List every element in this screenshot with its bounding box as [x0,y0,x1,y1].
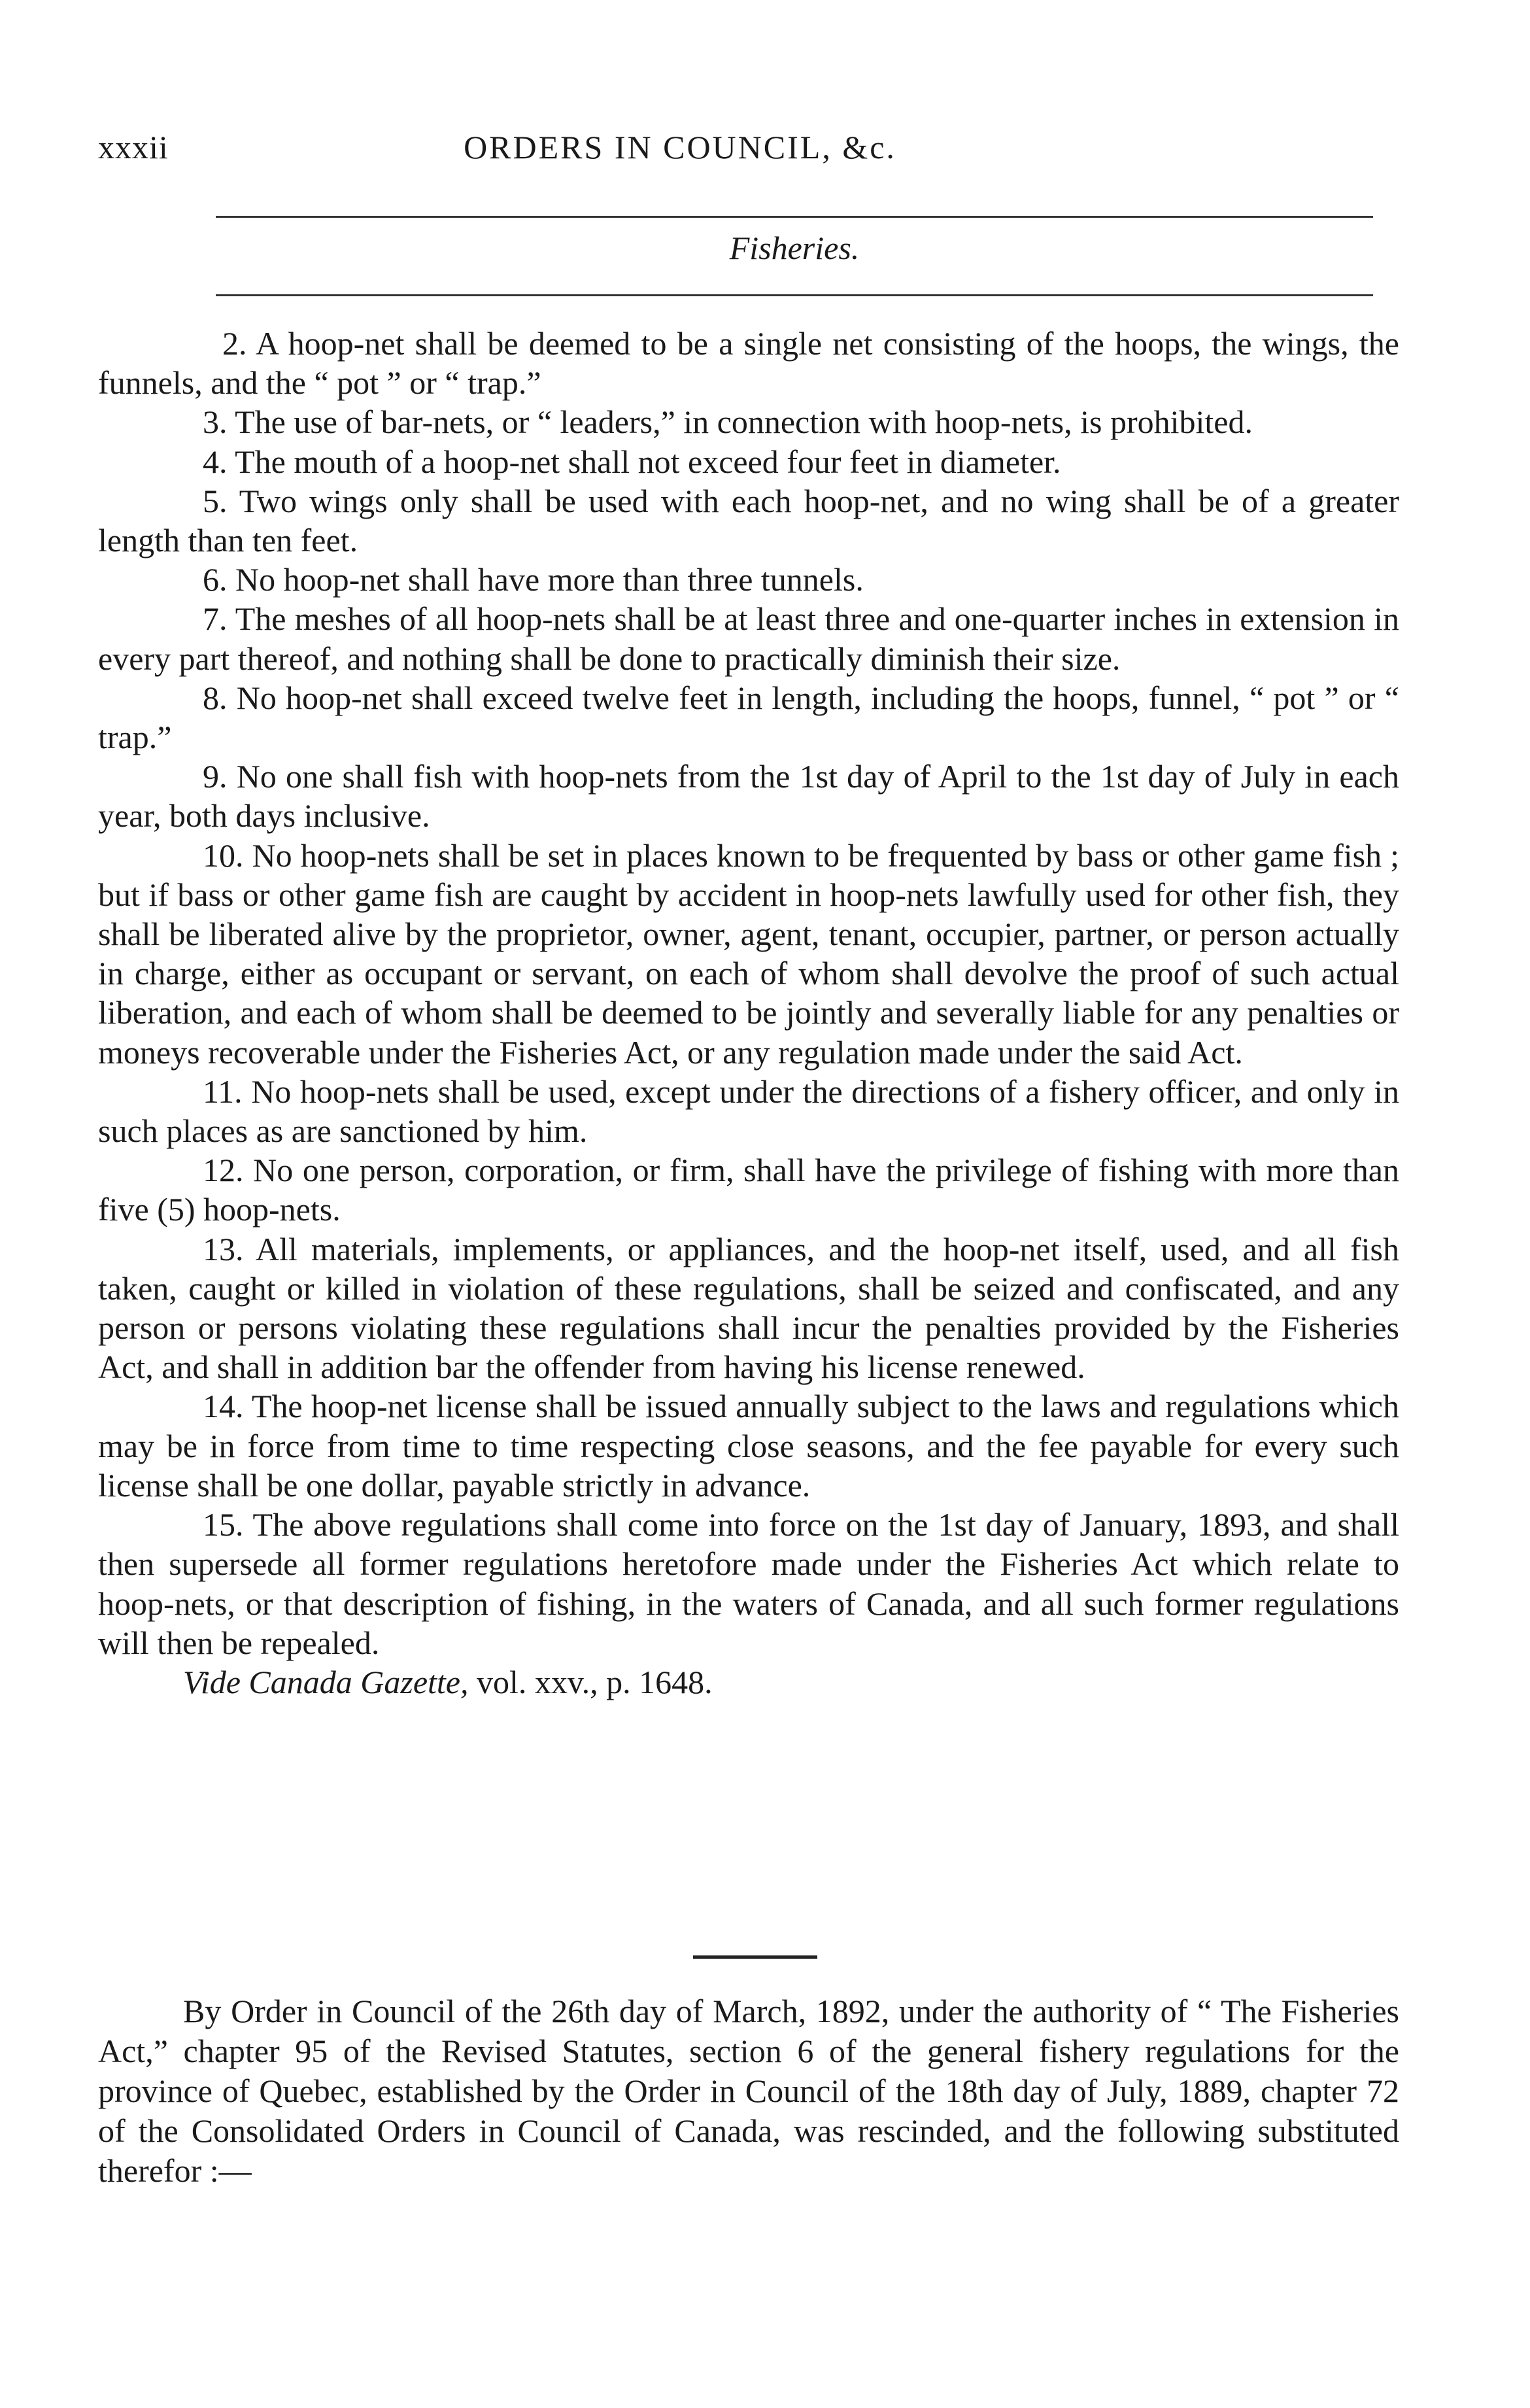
order-paragraph: By Order in Council of the 26th day of March, 1892, under the authority of “ The Fisheries Act,” chapter 95 of the Revised Statutes, section 6 of the general fishery regulations for the province of Quebec, established by the Order in Council of the 18th day of July, 1889, chapter 72 of the Consolidated Orders in Council of Canada, was rescinded, and the following substituted therefor :— [98,1993,1399,2189]
header-rule-top [216,216,1373,218]
running-head [98,128,1399,174]
clause-2: 2. A hoop-net shall be deemed to be a single net consisting of the hoops, the wings, the funnels, and the “ pot ” or “ trap.” [98,325,1399,402]
page-number: xxxii [98,129,169,165]
clause-6: 6. No hoop-net shall have more than three tunnels. [203,561,864,598]
running-title: ORDERS IN COUNCIL, &c. [464,129,896,165]
clause-10: 10. No hoop-nets shall be set in places known to be frequented by bass or other game fish ; but if bass or other game fish are caught by accident in hoop-nets lawfully used for other fish, they shall be liberated alive by the proprietor, owner, agent, tenant, occupier, partner, or person actually in charge, either as occupant or servant, on each of whom shall devolve the proof of such actual liberation, and each of whom shall be deemed to be jointly and severally liable for any penalties or moneys recoverable under the Fisheries Act, or any regulation made under the said Act. [98,836,1399,1071]
header-rule-bottom [216,294,1373,296]
gazette-reference-title: Vide Canada Gazette, [183,1663,469,1700]
section-title: Fisheries. [729,230,860,266]
clause-9: 9. No one shall fish with hoop-nets from the 1st day of April to the 1st day of July in each year, both days inclusive. [98,758,1399,834]
gazette-reference-volume: vol. xxv., p. 1648. [468,1663,713,1700]
clause-15: 15. The above regulations shall come into force on the 1st day of January, 1893, and shall then supersede all former regulations heretofore made under the Fisheries Act which relate to hoop-nets, or that description of fishing, in the waters of Canada, and all such former regulations will then be repealed. [98,1506,1399,1661]
regulations-body [98,324,1399,1702]
clause-11: 11. No hoop-nets shall be used, except under the directions of a fishery officer, and only in such places as are sanctioned by him. [98,1073,1399,1150]
clause-5: 5. Two wings only shall be used with each hoop-net, and no wing shall be of a greater length than ten feet. [98,482,1399,559]
section-divider [693,1955,817,1959]
clause-13: 13. All materials, implements, or appliances, and the hoop-net itself, used, and all fish taken, caught or killed in violation of these regulations, shall be seized and confiscated, and any person or persons violating these regulations shall incur the penalties provided by the Fisheries Act, and shall in addition bar the offender from having his license renewed. [98,1230,1399,1386]
clause-7: 7. The meshes of all hoop-nets shall be at least three and one-quarter inches in extension in every part thereof, and nothing shall be done to practically diminish their size. [98,600,1399,677]
clause-4: 4. The mouth of a hoop-net shall not exceed four feet in diameter. [203,443,1061,480]
clause-8: 8. No hoop-net shall exceed twelve feet in length, including the hoops, funnel, “ pot ” or “ trap.” [98,679,1399,756]
gazette-reference [98,1662,1399,1702]
order-in-council [98,1991,1399,2191]
clause-14: 14. The hoop-net license shall be issued annually subject to the laws and regulations which may be in force from time to time respecting close seasons, and the fee payable for every such license shall be one dollar, payable strictly in advance. [98,1388,1399,1504]
clause-12: 12. No one person, corporation, or firm, shall have the privilege of fishing with more than five (5) hoop-nets. [98,1152,1399,1228]
clause-3: 3. The use of bar-nets, or “ leaders,” in connection with hoop-nets, is prohibited. [203,404,1253,441]
